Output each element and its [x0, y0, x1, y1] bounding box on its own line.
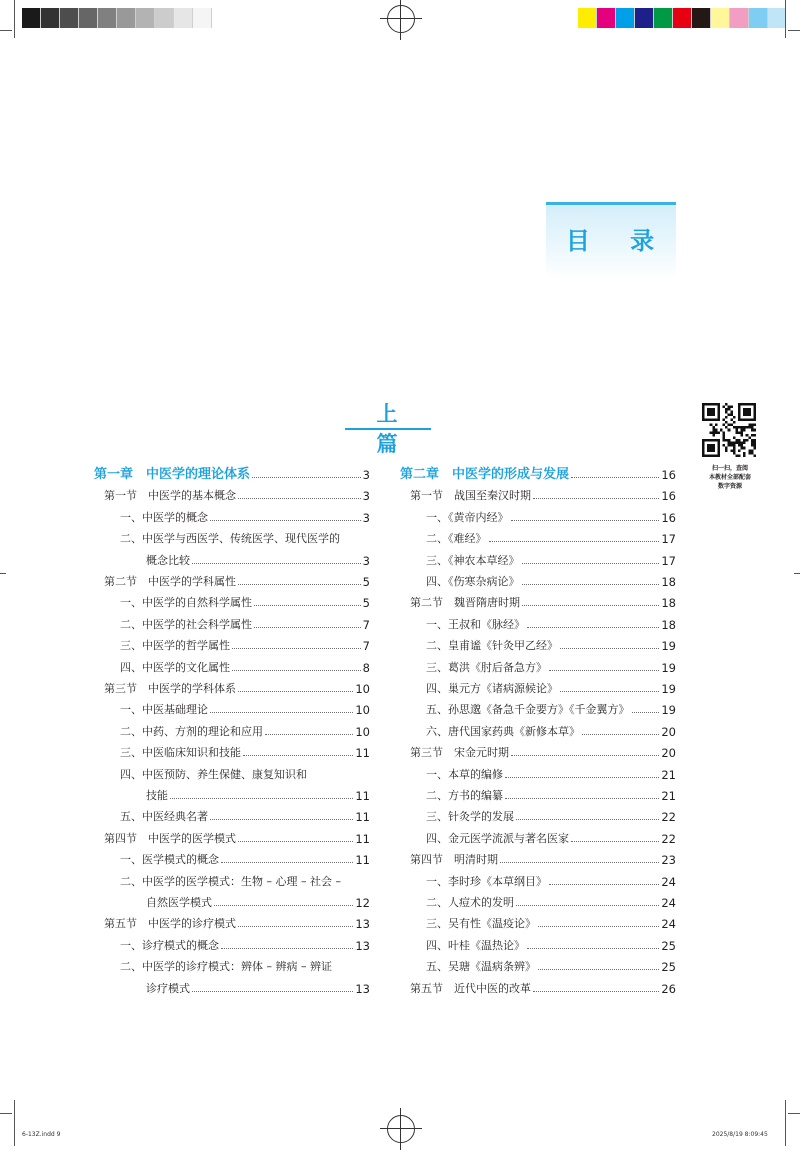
dot-leader — [549, 670, 659, 671]
toc-page-number: 19 — [661, 703, 676, 718]
toc-section[interactable] — [94, 676, 370, 696]
dot-leader — [210, 520, 361, 521]
toc-page-number: 19 — [661, 660, 676, 675]
calibration-swatch — [635, 8, 654, 28]
toc-item-continued[interactable] — [94, 548, 370, 568]
toc-entry-title: 三、中医临床知识和技能 — [120, 746, 241, 760]
toc-item[interactable] — [400, 826, 676, 846]
dot-leader — [489, 541, 660, 542]
dot-leader — [170, 798, 353, 799]
qr-caption-line: 扫一扫，查阅 — [711, 465, 748, 472]
calibration-swatch — [79, 8, 98, 28]
toc-page-number: 18 — [661, 617, 676, 632]
toc-item[interactable] — [400, 804, 676, 824]
dot-leader — [500, 862, 659, 863]
toc-entry-title: 一、中医学的自然科学属性 — [120, 596, 252, 610]
toc-page-number: 11 — [355, 853, 370, 868]
toc-entry-title: 自然医学模式 — [146, 896, 212, 909]
toc-item[interactable] — [400, 676, 676, 696]
toc-entry-title: 第五节 中医学的诊疗模式 — [104, 917, 236, 931]
toc-item[interactable] — [94, 804, 370, 824]
dot-leader — [516, 819, 659, 820]
toc-entry-title: 二、《难经》 — [426, 532, 487, 546]
dot-leader — [582, 734, 659, 735]
toc-section[interactable] — [94, 911, 370, 931]
toc-entry-title: 二、中医学与西医学、传统医学、现代医学的 — [120, 532, 340, 546]
contents-title-box — [546, 202, 676, 279]
toc-item[interactable] — [94, 633, 370, 653]
footer-timestamp: 2025/8/19 8:09:45 — [712, 1131, 768, 1138]
crop-mark — [14, 1100, 15, 1146]
toc-item[interactable] — [400, 548, 676, 568]
toc-page-number: 16 — [661, 510, 676, 525]
calibration-swatch — [41, 8, 60, 28]
toc-entry-title: 二、中药、方剂的理论和应用 — [120, 724, 263, 738]
toc-section[interactable] — [400, 976, 676, 996]
toc-entry-title: 第一节 中医学的基本概念 — [104, 489, 236, 503]
toc-entry-title: 第二章 中医学的形成与发展 — [400, 467, 570, 482]
toc-item[interactable] — [400, 526, 676, 546]
toc-entry-title: 二、中医学的社会科学属性 — [120, 617, 252, 631]
toc-entry-title: 一、李时珍《本草纲目》 — [426, 874, 547, 888]
toc-entry-title: 第二节 中医学的学科属性 — [104, 575, 236, 588]
dot-leader — [538, 926, 659, 927]
toc-page-number: 11 — [355, 746, 370, 761]
toc-page-number: 16 — [661, 489, 676, 504]
calibration-swatch — [174, 8, 193, 28]
toc-page-number: 17 — [661, 532, 676, 547]
toc-page-number: 23 — [661, 853, 676, 868]
toc-entry-title: 第二节 魏晋隋唐时期 — [410, 596, 520, 610]
calibration-swatch — [616, 8, 635, 28]
toc-entry-title: 一、医学模式的概念 — [120, 853, 219, 867]
calibration-swatch — [654, 8, 673, 28]
toc-page-number: 20 — [661, 746, 676, 761]
toc-entry-title: 二、人痘术的发明 — [426, 896, 514, 909]
registration-mark-top — [387, 5, 415, 33]
toc-item-continued[interactable] — [94, 783, 370, 803]
toc-page-number: 10 — [355, 703, 370, 718]
dot-leader — [254, 605, 361, 606]
dot-leader — [533, 991, 659, 992]
qr-code-icon[interactable] — [702, 403, 756, 457]
toc-page-number: 19 — [661, 639, 676, 654]
toc-item[interactable] — [94, 505, 370, 525]
dot-leader — [505, 798, 659, 799]
toc-entry-title: 一、《黄帝内经》 — [426, 510, 509, 524]
dot-leader — [511, 755, 659, 756]
dot-leader — [238, 691, 353, 692]
calibration-swatch — [673, 8, 692, 28]
toc-section[interactable] — [400, 847, 676, 867]
dot-leader — [238, 498, 361, 499]
calibration-swatch — [692, 8, 711, 28]
toc-page-number: 13 — [355, 917, 370, 932]
toc-item[interactable] — [400, 505, 676, 525]
part-title: 上 篇 — [376, 402, 408, 456]
dot-leader — [560, 691, 659, 692]
toc-entry-title: 一、中医学的概念 — [120, 510, 208, 524]
toc-section[interactable] — [400, 483, 676, 503]
toc-entry-title: 三、针灸学的发展 — [426, 810, 514, 824]
toc-page-number: 25 — [661, 938, 676, 953]
contents-title: 目 录 — [565, 227, 671, 255]
toc-item[interactable] — [400, 954, 676, 974]
toc-item[interactable] — [400, 719, 676, 739]
toc-entry-title: 二、皇甫谧《针灸甲乙经》 — [426, 639, 558, 653]
toc-page-number: 26 — [661, 981, 676, 996]
dot-leader — [238, 926, 353, 927]
toc-entry-title: 四、叶桂《温热论》 — [426, 938, 525, 952]
dot-leader — [221, 948, 353, 949]
calibration-swatch — [711, 8, 730, 28]
toc-entry-title: 四、巢元方《诸病源候论》 — [426, 682, 558, 695]
toc-item-continued[interactable] — [94, 976, 370, 996]
toc-chapter[interactable] — [94, 462, 370, 482]
qr-caption-line: 数字资源 — [717, 483, 742, 490]
toc-entry-title: 三、葛洪《肘后备急方》 — [426, 660, 547, 674]
crop-mark — [0, 1113, 12, 1114]
toc-item[interactable] — [94, 655, 370, 675]
toc-page-number: 10 — [355, 682, 370, 696]
calibration-swatch — [768, 8, 786, 28]
toc-entry-title: 诊疗模式 — [146, 981, 190, 995]
toc-entry-title: 一、王叔和《脉经》 — [426, 617, 525, 631]
toc-page-number: 21 — [661, 789, 676, 803]
toc-page-number: 16 — [661, 468, 676, 482]
dot-leader — [516, 905, 659, 906]
toc-item[interactable] — [400, 783, 676, 803]
dot-leader — [192, 563, 361, 564]
toc-entry-title: 第五节 近代中医的改革 — [410, 981, 531, 995]
toc-page-number: 7 — [362, 617, 370, 632]
toc-entry-title: 第一章 中医学的理论体系 — [94, 467, 251, 482]
crop-mark — [0, 30, 12, 31]
toc-entry-title: 一、本草的编修 — [426, 767, 503, 781]
dot-leader — [252, 477, 361, 478]
calibration-swatch — [98, 8, 117, 28]
toc-page-number: 13 — [355, 981, 370, 996]
toc-item[interactable] — [400, 890, 676, 910]
calibration-swatch — [60, 8, 79, 28]
toc-entry-title: 一、诊疗模式的概念 — [120, 938, 219, 952]
dot-leader — [527, 627, 659, 628]
toc-entry-title: 概念比较 — [146, 553, 190, 567]
toc-entry-title: 三、《神农本草经》 — [426, 553, 520, 567]
toc-page-number: 8 — [362, 660, 370, 675]
toc-page-number: 5 — [362, 575, 370, 589]
dot-leader — [232, 670, 361, 671]
dot-leader — [571, 477, 659, 478]
dot-leader — [522, 563, 660, 564]
calibration-swatch — [117, 8, 136, 28]
toc-item[interactable] — [94, 590, 370, 610]
toc-entry-title: 六、唐代国家药典《新修本草》 — [426, 724, 580, 738]
calibration-swatch — [22, 8, 41, 28]
crop-mark — [0, 573, 6, 574]
toc-item[interactable] — [94, 740, 370, 760]
dot-leader — [527, 948, 659, 949]
calibration-swatch — [597, 8, 616, 28]
crop-mark — [14, 0, 15, 38]
toc-entry-title: 四、《伤寒杂病论》 — [426, 575, 520, 588]
toc-entry-title: 二、方书的编纂 — [426, 789, 503, 802]
toc-item[interactable] — [94, 719, 370, 739]
dot-leader — [632, 712, 660, 713]
dot-leader — [560, 648, 659, 649]
toc-item[interactable] — [400, 933, 676, 953]
toc-page-number: 5 — [362, 596, 370, 611]
toc-entry-title: 技能 — [146, 789, 168, 802]
toc-entry-title: 二、中医学的医学模式：生物 – 心理 – 社会 – — [120, 874, 341, 888]
toc-page-number: 24 — [661, 917, 676, 932]
toc-page-number: 22 — [661, 831, 676, 846]
dot-leader — [192, 991, 353, 992]
toc-item[interactable] — [94, 697, 370, 717]
toc-entry-title: 第三节 宋金元时期 — [410, 746, 509, 760]
toc-page-number: 11 — [355, 810, 370, 825]
toc-page-number: 10 — [355, 724, 370, 739]
toc-entry-title: 二、中医学的诊疗模式：辨体 – 辨病 – 辨证 — [120, 960, 332, 974]
toc-section[interactable] — [400, 740, 676, 760]
toc-section[interactable] — [94, 826, 370, 846]
toc-item[interactable] — [94, 869, 370, 889]
crop-mark — [785, 1100, 786, 1146]
calibration-swatch — [155, 8, 174, 28]
toc-entry-title: 第一节 战国至秦汉时期 — [410, 489, 531, 503]
toc-entry-title: 一、中医基础理论 — [120, 703, 208, 717]
toc-section[interactable] — [94, 483, 370, 503]
toc-page-number: 18 — [661, 575, 676, 589]
toc-entry-title: 第四节 中医学的医学模式 — [104, 831, 236, 845]
dot-leader — [210, 819, 353, 820]
toc-item[interactable] — [94, 526, 370, 546]
toc-page-number: 3 — [362, 510, 370, 525]
toc-entry-title: 四、金元医学流派与著名医家 — [426, 831, 569, 845]
dot-leader — [238, 584, 361, 585]
toc-item-continued[interactable] — [94, 890, 370, 910]
dot-leader — [522, 605, 659, 606]
toc-entry-title: 三、吴有性《温疫论》 — [426, 917, 536, 931]
toc-page-number: 18 — [661, 596, 676, 611]
toc-page-number: 24 — [661, 896, 676, 910]
toc-page-number: 3 — [362, 553, 370, 568]
qr-caption-line: 本教材全部配套 — [708, 474, 751, 481]
dot-leader — [522, 584, 660, 585]
toc-page-number: 3 — [362, 468, 370, 482]
toc-chapter[interactable] — [400, 462, 676, 482]
color-calibration-bar — [578, 8, 786, 28]
dot-leader — [238, 841, 353, 842]
toc-item[interactable] — [94, 612, 370, 632]
dot-leader — [533, 498, 659, 499]
toc-entry-title: 五、吴瑭《温病条辨》 — [426, 960, 536, 974]
toc-entry-title: 四、中医预防、养生保健、康复知识和 — [120, 767, 307, 781]
dot-leader — [254, 627, 361, 628]
toc-page-number: 19 — [661, 682, 676, 696]
toc-item[interactable] — [400, 655, 676, 675]
toc-page-number: 21 — [661, 767, 676, 782]
dot-leader — [505, 777, 659, 778]
toc-page-number: 20 — [661, 724, 676, 739]
toc-page-number: 24 — [661, 874, 676, 889]
toc-section[interactable] — [94, 569, 370, 589]
toc-item[interactable] — [94, 954, 370, 974]
toc-item[interactable] — [94, 933, 370, 953]
toc-item[interactable] — [94, 847, 370, 867]
toc-page-number: 22 — [661, 810, 676, 825]
toc-section[interactable] — [400, 590, 676, 610]
registration-mark-bottom — [387, 1115, 415, 1143]
grayscale-calibration-bar — [22, 8, 230, 28]
toc-entry-title: 三、中医学的哲学属性 — [120, 639, 230, 653]
toc-page-number: 11 — [355, 831, 370, 846]
calibration-swatch — [749, 8, 768, 28]
dot-leader — [549, 884, 659, 885]
toc-item[interactable] — [400, 633, 676, 653]
dot-leader — [511, 520, 660, 521]
toc-item[interactable] — [400, 697, 676, 717]
dot-leader — [571, 841, 659, 842]
qr-caption — [694, 464, 766, 491]
calibration-swatch — [193, 8, 212, 28]
toc-page-number: 13 — [355, 938, 370, 953]
crop-mark — [788, 30, 800, 31]
calibration-swatch — [212, 8, 230, 28]
toc-page-number: 11 — [355, 789, 370, 803]
footer-file-name: 6-13Z.indd 9 — [22, 1131, 61, 1138]
toc-item[interactable] — [94, 762, 370, 782]
toc-item[interactable] — [400, 612, 676, 632]
toc-item[interactable] — [400, 569, 676, 589]
toc-item[interactable] — [400, 911, 676, 931]
toc-entry-title: 四、中医学的文化属性 — [120, 660, 230, 674]
calibration-swatch — [578, 8, 597, 28]
toc-page-number: 25 — [661, 960, 676, 975]
crop-mark — [788, 1113, 800, 1114]
crop-mark — [794, 573, 800, 574]
toc-entry-title: 第四节 明清时期 — [410, 853, 498, 867]
dot-leader — [265, 734, 353, 735]
toc-page-number: 17 — [661, 553, 676, 568]
toc-item[interactable] — [400, 869, 676, 889]
calibration-swatch — [136, 8, 155, 28]
crop-mark — [785, 0, 786, 38]
toc-item[interactable] — [400, 762, 676, 782]
dot-leader — [243, 755, 353, 756]
toc-page-number: 3 — [362, 489, 370, 504]
toc-entry-title: 五、中医经典名著 — [120, 810, 208, 824]
part-title-underline — [345, 428, 431, 430]
toc-entry-title: 五、孙思邈《备急千金要方》《千金翼方》 — [426, 703, 630, 717]
toc-page-number: 7 — [362, 639, 370, 654]
dot-leader — [221, 862, 353, 863]
dot-leader — [210, 712, 353, 713]
toc-entry-title: 第三节 中医学的学科体系 — [104, 682, 236, 695]
dot-leader — [538, 969, 659, 970]
calibration-swatch — [730, 8, 749, 28]
dot-leader — [232, 648, 361, 649]
toc-page-number: 12 — [355, 896, 370, 910]
dot-leader — [214, 905, 353, 906]
